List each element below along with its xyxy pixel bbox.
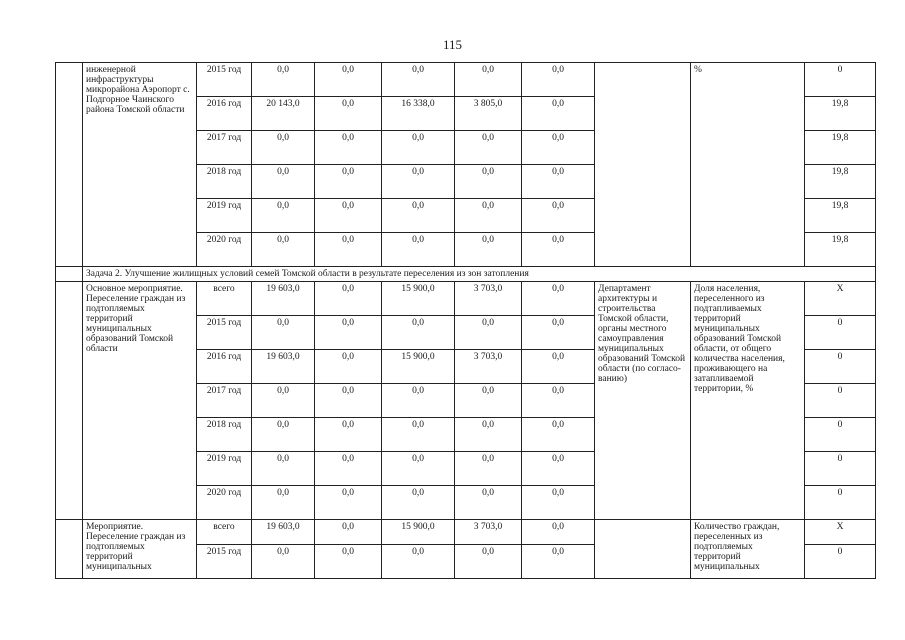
block-1 xyxy=(56,63,876,267)
total-cell: 0,0 xyxy=(252,545,315,579)
year-cell: 2017 год xyxy=(197,384,252,418)
local-cell: 0,0 xyxy=(455,545,522,579)
block-2 xyxy=(56,282,876,520)
year-cell: 2015 год xyxy=(197,63,252,97)
other-cell: 0,0 xyxy=(522,452,595,486)
regional-cell: 0,0 xyxy=(382,316,455,350)
federal-cell: 0,0 xyxy=(315,63,382,97)
year-cell: всего xyxy=(197,520,252,545)
local-cell: 0,0 xyxy=(455,165,522,199)
indicator-value: 0 xyxy=(805,316,876,350)
federal-cell: 0,0 xyxy=(315,97,382,131)
total-cell: 0,0 xyxy=(252,199,315,233)
total-cell: 19 603,0 xyxy=(252,520,315,545)
year-cell: 2015 год xyxy=(197,545,252,579)
year-cell: 2018 год xyxy=(197,165,252,199)
year-cell: 2017 год xyxy=(197,131,252,165)
table-row xyxy=(56,520,876,545)
federal-cell: 0,0 xyxy=(315,545,382,579)
regional-cell: 0,0 xyxy=(382,545,455,579)
other-cell: 0,0 xyxy=(522,233,595,267)
total-cell: 19 603,0 xyxy=(252,282,315,316)
indicator-value: 0 xyxy=(805,63,876,97)
local-cell: 3 805,0 xyxy=(455,97,522,131)
other-cell: 0,0 xyxy=(522,350,595,384)
federal-cell: 0,0 xyxy=(315,131,382,165)
total-cell: 19 603,0 xyxy=(252,350,315,384)
activity-name: Основное мероприятие. Переселение граждан из подтопляемых территорий муниципальных образований Томской области xyxy=(83,282,197,520)
year-cell: 2018 год xyxy=(197,418,252,452)
indicator-value: 19,8 xyxy=(805,233,876,267)
other-cell: 0,0 xyxy=(522,199,595,233)
other-cell: 0,0 xyxy=(522,418,595,452)
local-cell: 0,0 xyxy=(455,418,522,452)
total-cell: 20 143,0 xyxy=(252,97,315,131)
year-cell: 2019 год xyxy=(197,452,252,486)
other-cell: 0,0 xyxy=(522,131,595,165)
federal-cell: 0,0 xyxy=(315,384,382,418)
activity-name: Мероприятие. Переселение граждан из подтопляемых территорий муниципальных xyxy=(83,520,197,579)
local-cell: 0,0 xyxy=(455,384,522,418)
regional-cell: 0,0 xyxy=(382,63,455,97)
federal-cell: 0,0 xyxy=(315,282,382,316)
year-cell: 2020 год xyxy=(197,486,252,520)
local-cell: 0,0 xyxy=(455,199,522,233)
activity-name: инженерной инфраструктуры микрорайона Аэропорт с. Подгорное Чаинского района Томской области xyxy=(83,63,197,267)
local-cell: 0,0 xyxy=(455,452,522,486)
program-table xyxy=(55,62,876,579)
federal-cell: 0,0 xyxy=(315,452,382,486)
indicator-value: 0 xyxy=(805,418,876,452)
local-cell: 0,0 xyxy=(455,131,522,165)
federal-cell: 0,0 xyxy=(315,486,382,520)
executor-cell xyxy=(595,63,691,267)
total-cell: 0,0 xyxy=(252,63,315,97)
local-cell: 0,0 xyxy=(455,233,522,267)
federal-cell: 0,0 xyxy=(315,520,382,545)
regional-cell: 0,0 xyxy=(382,165,455,199)
year-cell: 2020 год xyxy=(197,233,252,267)
indicator-value: 0 xyxy=(805,350,876,384)
indicator-value: 0 xyxy=(805,384,876,418)
regional-cell: 0,0 xyxy=(382,418,455,452)
local-cell: 3 703,0 xyxy=(455,350,522,384)
indicator-value: Х xyxy=(805,282,876,316)
other-cell: 0,0 xyxy=(522,165,595,199)
regional-cell: 0,0 xyxy=(382,131,455,165)
indicator-value: 19,8 xyxy=(805,165,876,199)
indicator-value: 19,8 xyxy=(805,97,876,131)
other-cell: 0,0 xyxy=(522,384,595,418)
other-cell: 0,0 xyxy=(522,486,595,520)
federal-cell: 0,0 xyxy=(315,199,382,233)
regional-cell: 16 338,0 xyxy=(382,97,455,131)
local-cell: 3 703,0 xyxy=(455,282,522,316)
other-cell: 0,0 xyxy=(522,316,595,350)
federal-cell: 0,0 xyxy=(315,316,382,350)
other-cell: 0,0 xyxy=(522,63,595,97)
regional-cell: 0,0 xyxy=(382,486,455,520)
local-cell: 0,0 xyxy=(455,486,522,520)
total-cell: 0,0 xyxy=(252,486,315,520)
year-cell: 2015 год xyxy=(197,316,252,350)
indicator-name: % xyxy=(691,63,805,267)
other-cell: 0,0 xyxy=(522,97,595,131)
indicator-value: Х xyxy=(805,520,876,545)
federal-cell: 0,0 xyxy=(315,418,382,452)
local-cell: 3 703,0 xyxy=(455,520,522,545)
row-number-cell xyxy=(56,520,83,579)
total-cell: 0,0 xyxy=(252,165,315,199)
other-cell: 0,0 xyxy=(522,545,595,579)
total-cell: 0,0 xyxy=(252,418,315,452)
local-cell: 0,0 xyxy=(455,63,522,97)
other-cell: 0,0 xyxy=(522,520,595,545)
indicator-value: 19,8 xyxy=(805,131,876,165)
regional-cell: 15 900,0 xyxy=(382,282,455,316)
row-number-cell xyxy=(56,282,83,520)
total-cell: 0,0 xyxy=(252,233,315,267)
block-3 xyxy=(56,520,876,579)
page-number: 115 xyxy=(442,37,463,52)
total-cell: 0,0 xyxy=(252,316,315,350)
year-cell: 2019 год xyxy=(197,199,252,233)
federal-cell: 0,0 xyxy=(315,165,382,199)
indicator-name: Доля населения, переселенного из подтапливаемых территорий муниципальных образований Томской области, от общего количества населения, проживающего на затапливаемой территории, % xyxy=(691,282,805,520)
year-cell: 2016 год xyxy=(197,350,252,384)
local-cell: 0,0 xyxy=(455,316,522,350)
regional-cell: 0,0 xyxy=(382,384,455,418)
task-2-title: Задача 2. Улучшение жилищных условий семей Томской области в результате переселения из зон затопления xyxy=(83,267,876,282)
total-cell: 0,0 xyxy=(252,384,315,418)
total-cell: 0,0 xyxy=(252,131,315,165)
regional-cell: 0,0 xyxy=(382,452,455,486)
table-row xyxy=(56,282,876,316)
table-row xyxy=(56,63,876,97)
regional-cell: 0,0 xyxy=(382,199,455,233)
executor-cell xyxy=(595,520,691,579)
indicator-value: 0 xyxy=(805,452,876,486)
row-number-cell xyxy=(56,63,83,267)
task-2 xyxy=(56,267,876,282)
other-cell: 0,0 xyxy=(522,282,595,316)
indicator-value: 0 xyxy=(805,545,876,579)
regional-cell: 15 900,0 xyxy=(382,520,455,545)
indicator-value: 19,8 xyxy=(805,199,876,233)
year-cell: всего xyxy=(197,282,252,316)
indicator-name: Количество граждан, переселенных из подтопляемых территорий муниципальных xyxy=(691,520,805,579)
year-cell: 2016 год xyxy=(197,97,252,131)
executor-cell: Департамент архитектуры и строительства Томской области, органы местного самоуправления муниципальных образований Томской области (по согласо-ванию) xyxy=(595,282,691,520)
regional-cell: 15 900,0 xyxy=(382,350,455,384)
total-cell: 0,0 xyxy=(252,452,315,486)
federal-cell: 0,0 xyxy=(315,350,382,384)
regional-cell: 0,0 xyxy=(382,233,455,267)
federal-cell: 0,0 xyxy=(315,233,382,267)
indicator-value: 0 xyxy=(805,486,876,520)
